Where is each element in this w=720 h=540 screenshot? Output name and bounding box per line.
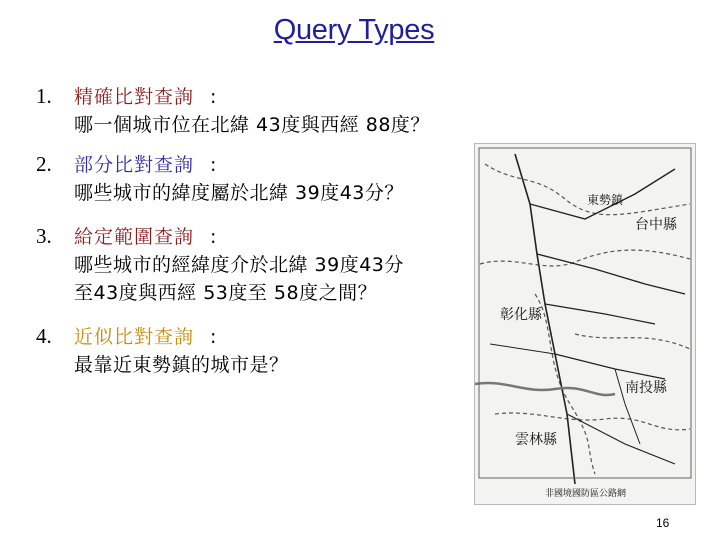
item-heading: 近似比對查詢 <box>74 326 195 348</box>
map-caption: 非國境國防區公路網 <box>545 489 627 499</box>
page-number: 16 <box>656 516 670 530</box>
item-line: 最靠近東勢鎮的城市是？ <box>74 354 289 376</box>
item-colon: : <box>210 86 217 108</box>
item-line: 哪一個城市位在北緯 43度與西經 88度？ <box>74 114 430 136</box>
slide-title: Query Types <box>273 14 435 46</box>
map-label: 東勢鎮 <box>587 193 624 207</box>
map-label: 彰化縣 <box>500 307 542 323</box>
item-heading: 精確比對查詢 <box>74 86 195 108</box>
query-type-2 <box>36 150 404 207</box>
item-line: 哪些城市的緯度屬於北緯 39度43分？ <box>74 182 404 204</box>
item-line: 哪些城市的經緯度介於北緯 39度43分 <box>74 254 404 276</box>
item-heading: 部分比對查詢 <box>74 154 195 176</box>
item-number: 1. <box>36 84 52 108</box>
item-colon: : <box>210 326 217 348</box>
item-colon: : <box>210 154 217 176</box>
map-label: 台中縣 <box>635 217 677 233</box>
query-type-1 <box>36 82 430 139</box>
query-type-3 <box>36 222 404 307</box>
item-number: 3. <box>36 224 52 248</box>
map-drawing <box>475 144 695 504</box>
map-label: 雲林縣 <box>515 432 557 448</box>
item-line: 至43度與西經 53度至 58度之間？ <box>74 282 378 304</box>
query-type-4 <box>36 322 289 379</box>
item-number: 4. <box>36 324 52 348</box>
road-map-image <box>474 143 696 505</box>
item-number: 2. <box>36 152 52 176</box>
map-label: 南投縣 <box>625 380 667 396</box>
item-heading: 給定範圍查詢 <box>74 226 195 248</box>
item-colon: : <box>210 226 217 248</box>
